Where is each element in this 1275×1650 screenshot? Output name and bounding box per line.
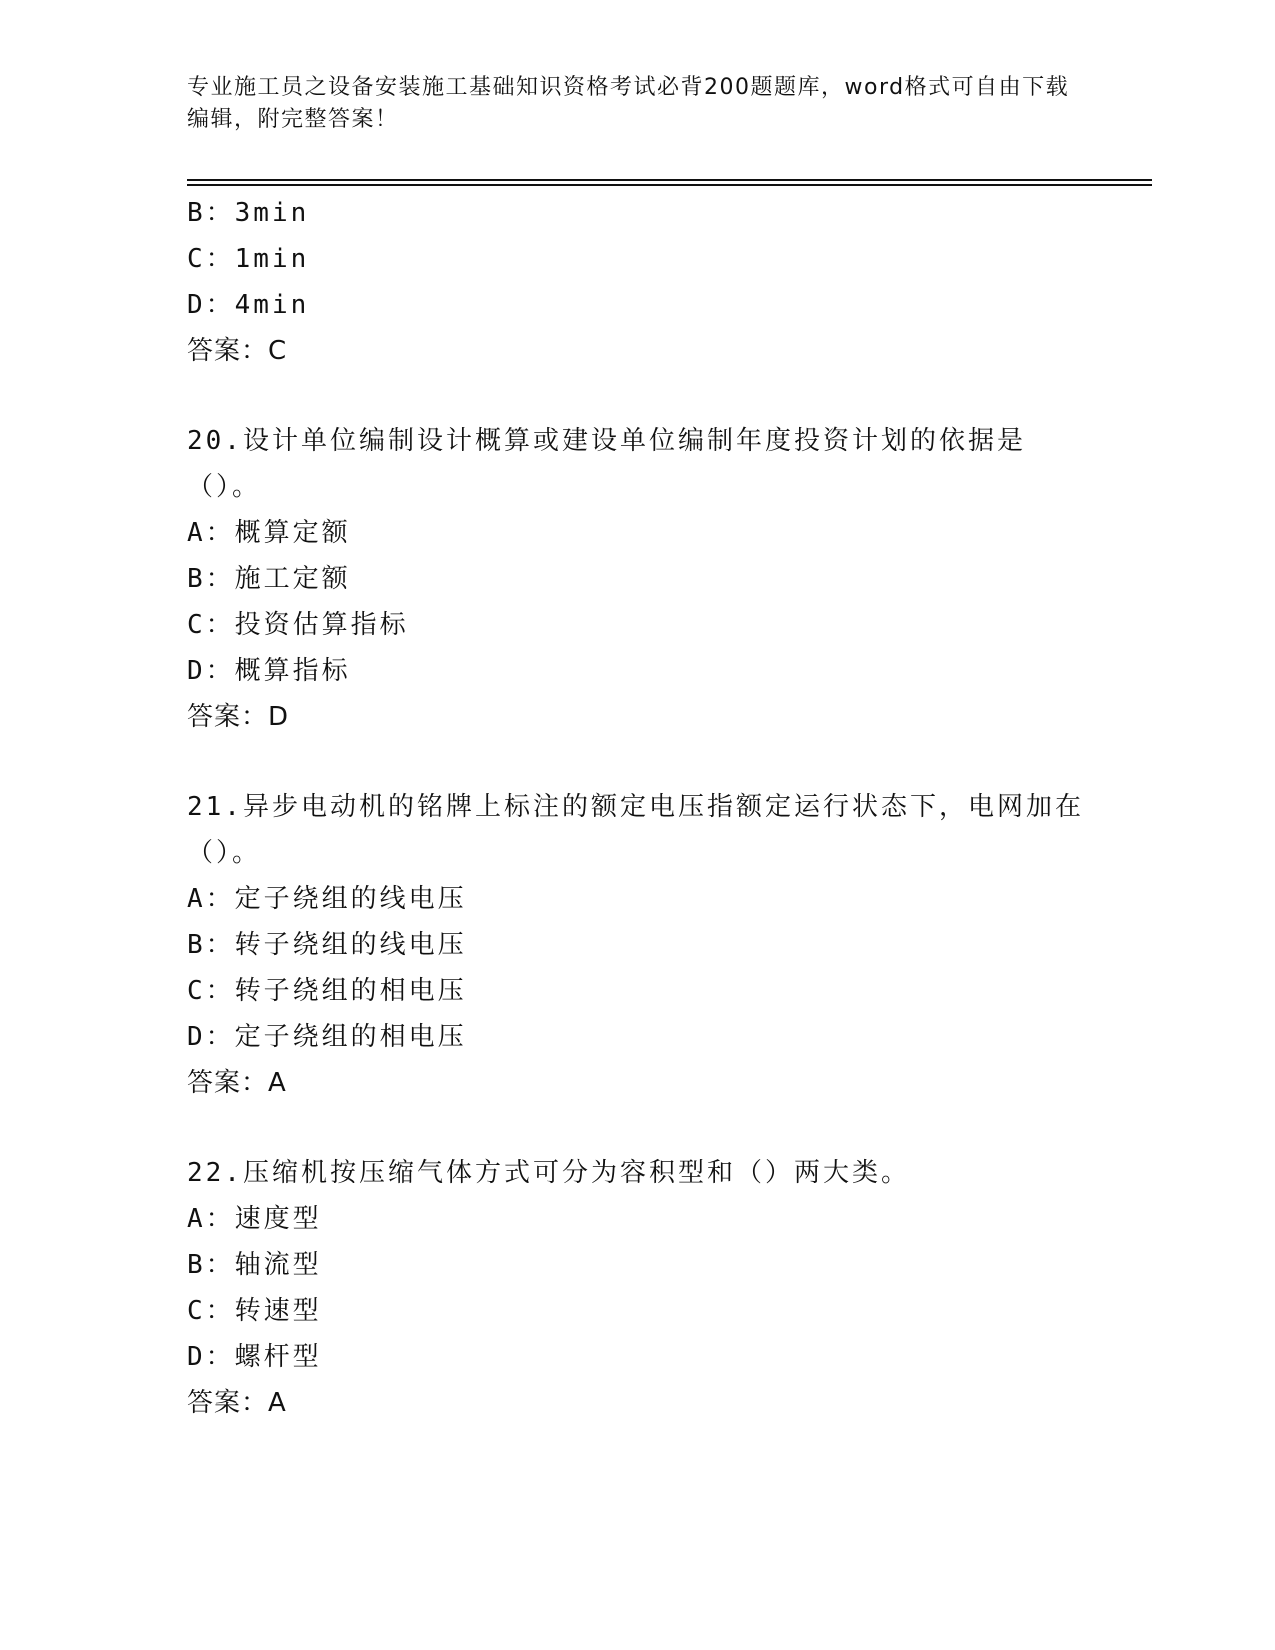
- option-label: A：: [187, 884, 235, 914]
- option-text: 转速型: [234, 1296, 322, 1326]
- option-b: [187, 1242, 1147, 1288]
- option-a: [187, 876, 1147, 922]
- spacer: [187, 1106, 1147, 1150]
- option-text: 投资估算指标: [234, 610, 409, 640]
- option-c: [187, 968, 1147, 1014]
- option-label: B：: [187, 1250, 235, 1280]
- question-list: [187, 190, 1147, 1426]
- option-b: [187, 190, 1147, 236]
- question-text: 22.压缩机按压缩气体方式可分为容积型和（）两大类。: [187, 1158, 910, 1188]
- option-text: 转子绕组的线电压: [234, 930, 467, 960]
- option-d: [187, 282, 1147, 328]
- option-text: 施工定额: [234, 564, 351, 594]
- option-b: [187, 922, 1147, 968]
- option-label: C：: [187, 976, 235, 1006]
- option-text: 4min: [234, 290, 310, 320]
- option-a: [187, 510, 1147, 556]
- document-header: 专业施工员之设备安装施工基础知识资格考试必背200题题库，word格式可自由下载编辑，附完整答案！: [187, 75, 1070, 132]
- option-label: C：: [187, 244, 235, 274]
- option-c: [187, 236, 1147, 282]
- answer: 答案：A: [187, 1388, 287, 1418]
- question-22: [187, 1150, 1147, 1426]
- option-c: [187, 1288, 1147, 1334]
- option-text: 转子绕组的相电压: [234, 976, 467, 1006]
- option-text: 概算定额: [234, 518, 351, 548]
- header-rule-bottom: [187, 184, 1152, 186]
- option-label: B：: [187, 564, 235, 594]
- answer: 答案：C: [187, 336, 288, 366]
- option-label: D：: [187, 1342, 235, 1372]
- option-label: C：: [187, 1296, 235, 1326]
- option-label: D：: [187, 290, 235, 320]
- spacer: [187, 740, 1147, 784]
- option-label: D：: [187, 656, 235, 686]
- option-c: [187, 602, 1147, 648]
- question-20: [187, 418, 1147, 740]
- question-21: [187, 784, 1147, 1106]
- option-text: 轴流型: [234, 1250, 322, 1280]
- option-text: 3min: [234, 198, 310, 228]
- question-text: 20.设计单位编制设计概算或建设单位编制年度投资计划的依据是（）。: [187, 426, 1026, 502]
- option-text: 定子绕组的相电压: [234, 1022, 467, 1052]
- option-text: 1min: [234, 244, 310, 274]
- option-label: B：: [187, 930, 235, 960]
- option-label: C：: [187, 610, 235, 640]
- header-rule-top: [187, 179, 1152, 181]
- option-b: [187, 556, 1147, 602]
- spacer: [187, 374, 1147, 418]
- option-label: A：: [187, 518, 235, 548]
- option-a: [187, 1196, 1147, 1242]
- option-text: 概算指标: [234, 656, 351, 686]
- option-d: [187, 648, 1147, 694]
- question-19-continued: [187, 190, 1147, 374]
- option-label: A：: [187, 1204, 235, 1234]
- option-text: 定子绕组的线电压: [234, 884, 467, 914]
- option-label: D：: [187, 1022, 235, 1052]
- option-label: B：: [187, 198, 235, 228]
- answer: 答案：D: [187, 702, 290, 732]
- option-text: 螺杆型: [234, 1342, 322, 1372]
- option-text: 速度型: [234, 1204, 322, 1234]
- answer: 答案：A: [187, 1068, 287, 1098]
- option-d: [187, 1334, 1147, 1380]
- question-text: 21.异步电动机的铭牌上标注的额定电压指额定运行状态下，电网加在（）。: [187, 792, 1084, 868]
- option-d: [187, 1014, 1147, 1060]
